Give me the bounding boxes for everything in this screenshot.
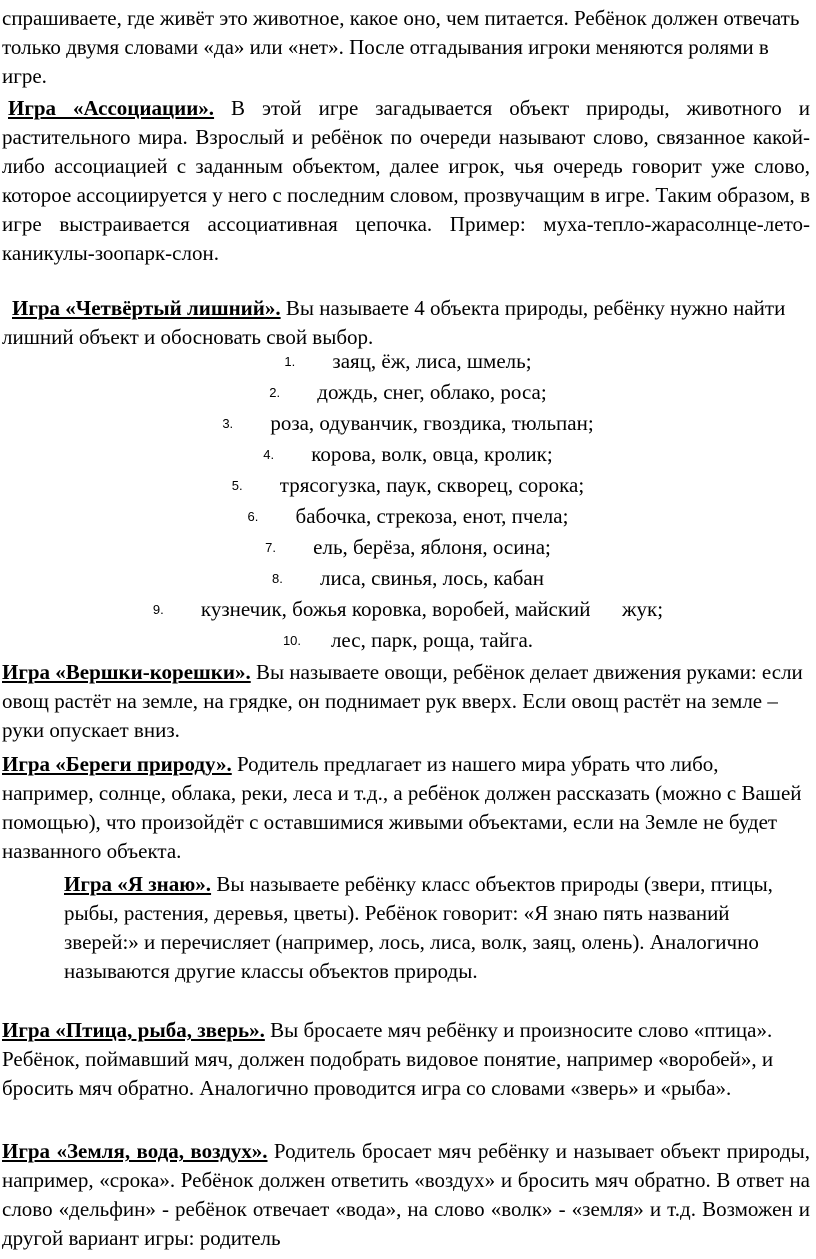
list-item [0, 408, 816, 439]
paragraph-text: Родитель бросает мяч ребёнку и называет объект природы, например, «срока». Ребёнок должен ответить «воздух» и бросить мяч обратно. В ответ на слово «дельфин» - ребёнок отвечает «вода», на слово «волк» - «земля» и т.д. Возможен и другой вариант игры: родитель [2, 1139, 810, 1250]
list-item-number: 7. [265, 540, 276, 555]
list-item [0, 625, 816, 656]
list-item-number: 10. [282, 633, 302, 648]
paragraph-text: Вы называете овощи, ребёнок делает движения руками: если овощ растёт на земле, на грядке, он поднимает рук вверх. Если овощ растёт на земле – руки опускает вниз. [2, 660, 803, 742]
list-item [0, 563, 816, 594]
paragraph-intro [2, 4, 810, 91]
paragraph-text: Вы называете 4 объекта природы, ребёнку нужно найти лишний объект и обосновать свой выбор. [2, 296, 786, 349]
game-heading-tops-roots: Игра «Вершки-корешки». [2, 660, 251, 684]
list-item-text: трясогузка, паук, скворец, сорока; [279, 473, 585, 497]
list-item-number: 8. [272, 571, 283, 586]
paragraph-text: Вы называете ребёнку класс объектов природы (звери, птицы, рыбы, растения, деревья, цветы). Ребёнок говорит: «Я знаю пять названий зверей:» и перечисляет (например, лось, лиса, волк, заяц, олень). Аналогично называются другие классы объектов природы. [64, 872, 773, 983]
list-item [0, 377, 816, 408]
list-item [0, 470, 816, 501]
list-item-text: ель, берёза, яблоня, осина; [313, 535, 551, 559]
list-item [0, 346, 816, 377]
game-heading-bird-fish-beast: Игра «Птица, рыба, зверь». [2, 1018, 265, 1042]
list-item-text: лес, парк, роща, тайга. [330, 628, 534, 652]
list-item-number: 2. [269, 385, 281, 400]
list-item [0, 532, 816, 563]
paragraph-text: В этой игре загадывается объект природы, животного и растительного мира. Взрослый и ребёнок по очереди называют слово, связанное какой-либо ассоциацией с заданным объектом, далее игрок, чья очередь говорит уже слово, которое ассоциируется у него с последним словом, прозвучащим в игре. Таким образом, в игре выстраивается ассоциативная цепочка. Пример: муха-тепло-жарасолнце-лето-каникулы-зоопарк-слон. [2, 96, 811, 265]
list-item-text: бабочка, стрекоза, енот, пчела; [295, 504, 569, 528]
list-item-number: 5. [231, 478, 243, 493]
list-item [0, 594, 816, 625]
list-item [0, 501, 816, 532]
list-item-text: лиса, свинья, лось, кабан [320, 566, 544, 590]
game-heading-protect-nature: Игра «Береги природу». [2, 752, 232, 776]
game-heading-i-know: Игра «Я знаю». [64, 872, 212, 896]
odd-one-out-list [0, 346, 816, 656]
paragraph-protect-nature [2, 750, 810, 866]
paragraph-fourth-extra [2, 294, 810, 352]
list-item-number: 4. [263, 447, 275, 462]
list-item-number: 9. [152, 602, 164, 617]
paragraph-i-know [64, 870, 800, 986]
list-item-text: роза, одуванчик, гвоздика, тюльпан; [270, 411, 594, 435]
list-item-text: корова, волк, овца, кролик; [311, 442, 553, 466]
list-item-number: 3. [222, 416, 234, 431]
game-heading-fourth-extra: Игра «Четвёртый лишний». [12, 296, 281, 320]
paragraph-associations [2, 94, 810, 268]
paragraph-text: спрашиваете, где живёт это животное, какое оно, чем питается. Ребёнок должен отвечать только двумя словами «да» или «нет». После отгадывания игроки меняются ролями в игре. [2, 6, 800, 88]
paragraph-bird-fish-beast [2, 1016, 810, 1103]
paragraph-text: Вы бросаете мяч ребёнку и произносите слово «птица». Ребёнок, поймавший мяч, должен подобрать видовое понятие, например «воробей», и бросить мяч обратно. Аналогично проводится игра со словами «зверь» и «рыба». [2, 1018, 774, 1100]
list-item-text: дождь, снег, облако, роса; [317, 380, 547, 404]
game-heading-associations: Игра «Ассоциации». [8, 96, 215, 120]
list-item [0, 439, 816, 470]
paragraph-text: Родитель предлагает из нашего мира убрать что либо, например, солнце, облака, реки, леса и т.д., а ребёнок должен рассказать (можно с Вашей помощью), что произойдёт с оставшимися живыми объектами, если на Земле не будет названного объекта. [2, 752, 802, 863]
game-heading-earth-water-air: Игра «Земля, вода, воздух». [2, 1139, 268, 1163]
list-item-text: кузнечик, божья коровка, воробей, майский жук; [200, 597, 664, 621]
list-item-number: 6. [247, 509, 259, 524]
list-item-text: заяц, ёж, лиса, шмель; [332, 349, 532, 373]
paragraph-earth-water-air [2, 1137, 810, 1253]
list-item-number: 1. [284, 354, 296, 369]
paragraph-tops-roots [2, 658, 810, 745]
